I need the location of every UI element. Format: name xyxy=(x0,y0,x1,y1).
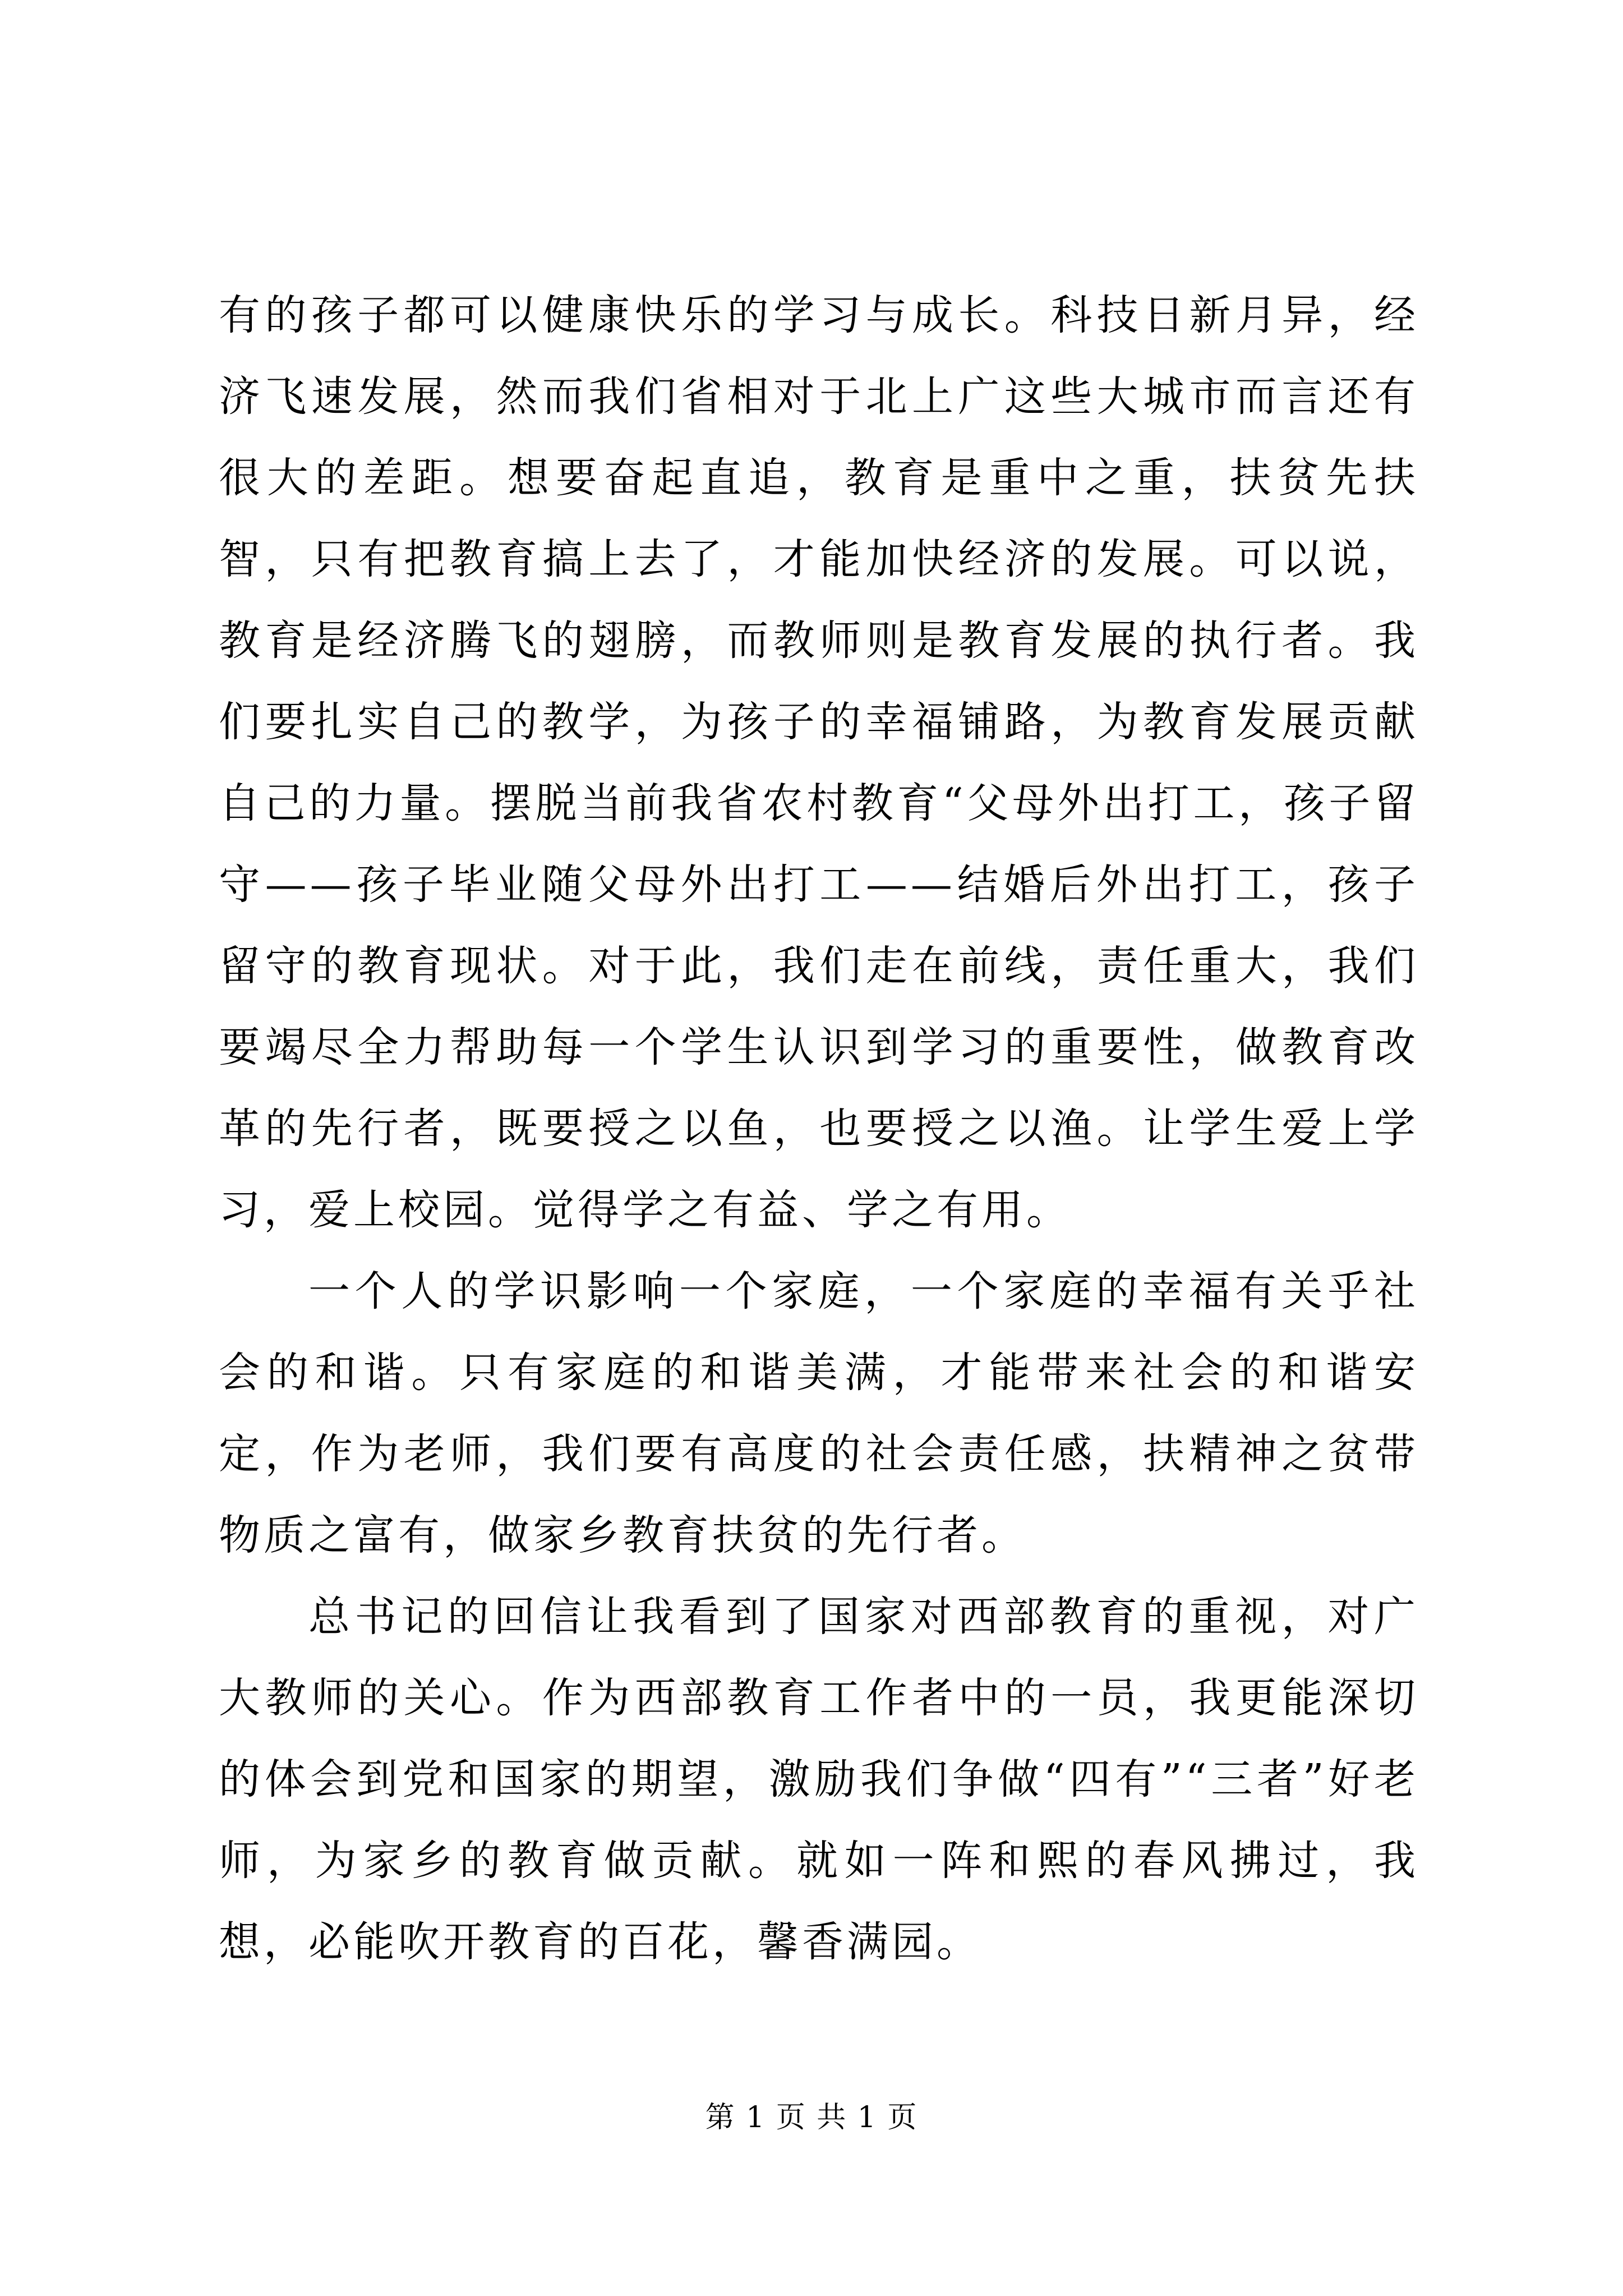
paragraph-reply-letter: 总书记的回信让我看到了国家对西部教育的重视，对广大教师的关心。作为西部教育工作者中的一员，我更能深切的体会到党和国家的期望，激励我们争做“四有”“三者”好老师，为家乡的教育做贡献。就如一阵和熙的春风拂过，我想，必能吹开教育的百花，馨香满园。 xyxy=(219,1593,1419,1966)
page-number-label: 第 1 页 共 1 页 xyxy=(705,2101,918,2134)
document-body xyxy=(219,275,1419,1983)
paragraph-family-harmony: 一个人的学识影响一个家庭，一个家庭的幸福有关乎社会的和谐。只有家庭的和谐美满，才能带来社会的和谐安定，作为老师，我们要有高度的社会责任感，扶精神之贫带物质之富有，做家乡教育扶贫的先行者。 xyxy=(219,1267,1419,1559)
paragraph-continuation: 有的孩子都可以健康快乐的学习与成长。科技日新月异，经济飞速发展，然而我们省相对于北上广这些大城市而言还有很大的差距。想要奋起直追，教育是重中之重，扶贫先扶智，只有把教育搞上去了，才能加快经济的发展。可以说，教育是经济腾飞的翅膀，而教师则是教育发展的执行者。我们要扎实自己的教学，为孩子的幸福铺路，为教育发展贡献自己的力量。摆脱当前我省农村教育“父母外出打工，孩子留守——孩子毕业随父母外出打工——结婚后外出打工，孩子留守的教育现状。对于此，我们走在前线，责任重大，我们要竭尽全力帮助每一个学生认识到学习的重要性，做教育改革的先行者，既要授之以鱼，也要授之以渔。让学生爱上学习，爱上校园。觉得学之有益、学之有用。 xyxy=(219,291,1419,1234)
page-footer xyxy=(0,2098,1623,2137)
